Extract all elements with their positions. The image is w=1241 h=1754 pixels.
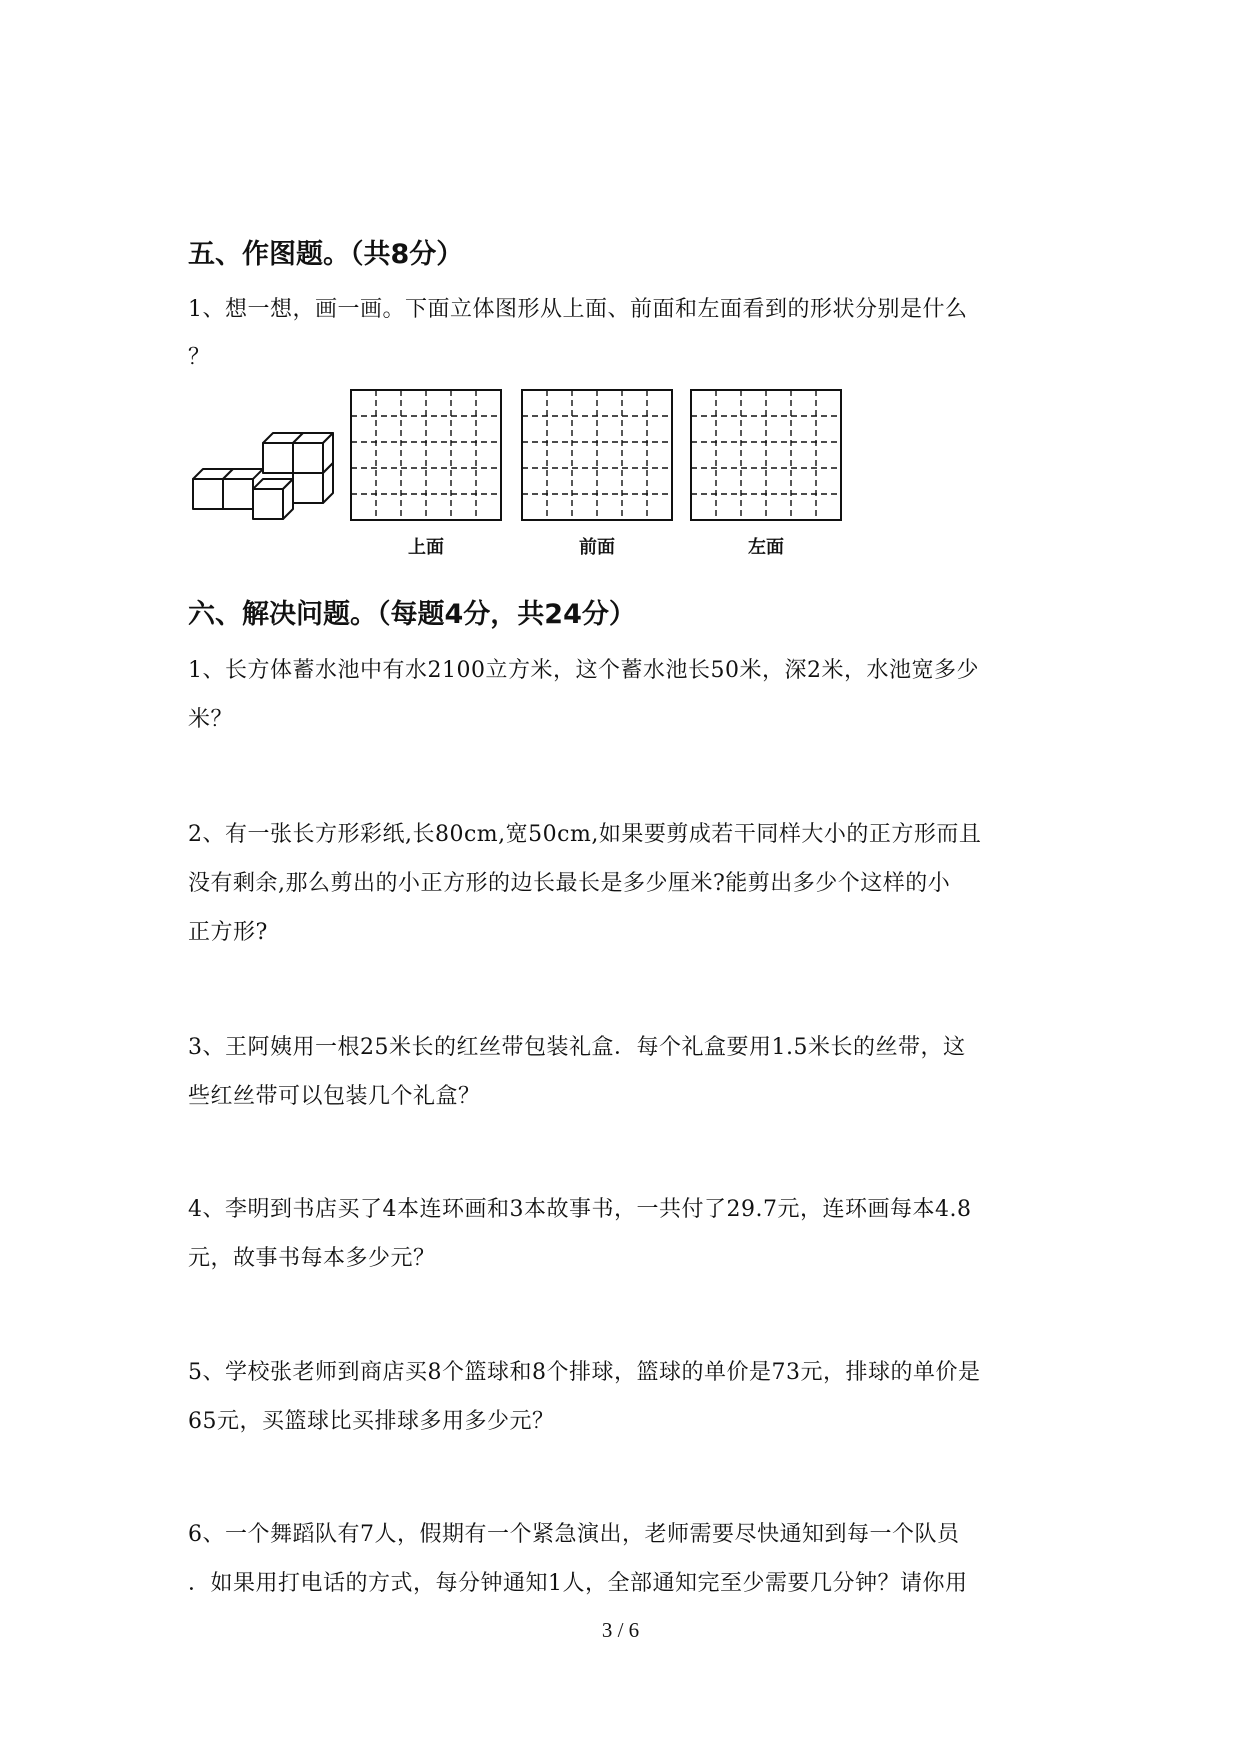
question-1-line-2: 米？: [188, 707, 234, 732]
question-6-line-1: 6、一个舞蹈队有7人，假期有一个紧急演出，老师需要尽快通知到每一个队员: [188, 1522, 960, 1547]
grid-top-view: [351, 390, 501, 520]
question-2-line-3: 正方形?: [188, 920, 268, 945]
figure-svg: [188, 385, 928, 570]
question-6-line-2: ．如果用打电话的方式，每分钟通知1人，全部通知完至少需要几分钟？请你用: [188, 1571, 968, 1596]
grid-front-view: [522, 390, 672, 520]
section-5-question-1-line-1: 1、想一想，画一画。下面立体图形从上面、前面和左面看到的形状分别是什么: [188, 297, 968, 322]
page-number: 3 / 6: [601, 1618, 640, 1642]
question-2-line-1: 2、有一张长方形彩纸,长80cm,宽50cm,如果要剪成若干同样大小的正方形而且: [188, 822, 982, 847]
grid-left-view: [691, 390, 841, 520]
question-5-line-1: 5、学校张老师到商店买8个篮球和8个排球，篮球的单价是73元，排球的单价是: [188, 1360, 981, 1385]
grid-label-front: 前面: [579, 537, 615, 558]
section-5-title: 五、作图题。（共8分）: [188, 239, 464, 270]
question-4-line-2: 元，故事书每本多少元？: [188, 1246, 436, 1271]
section-6-title: 六、解决问题。（每题4分，共24分）: [188, 599, 636, 630]
cube-stack-drawing: [193, 433, 333, 519]
section-5-question-1-line-2: ？: [188, 345, 211, 370]
question-4-line-1: 4、李明到书店买了4本连环画和3本故事书，一共付了29.7元，连环画每本4.8: [188, 1197, 972, 1222]
question-2-line-2: 没有剩余,那么剪出的小正方形的边长最长是多少厘米?能剪出多少个这样的小: [188, 871, 951, 896]
question-1-line-1: 1、长方体蓄水池中有水2100立方米，这个蓄水池长50米，深2米，水池宽多少: [188, 658, 979, 683]
grid-label-top: 上面: [408, 537, 444, 558]
question-3-line-1: 3、王阿姨用一根25米长的红丝带包装礼盒．每个礼盒要用1.5米长的丝带，这: [188, 1035, 966, 1060]
cube-figure-and-grids: [188, 385, 928, 570]
question-5-line-2: 65元，买篮球比买排球多用多少元？: [188, 1409, 555, 1434]
grid-label-left: 左面: [748, 537, 784, 558]
question-3-line-2: 些红丝带可以包装几个礼盒？: [188, 1084, 481, 1109]
